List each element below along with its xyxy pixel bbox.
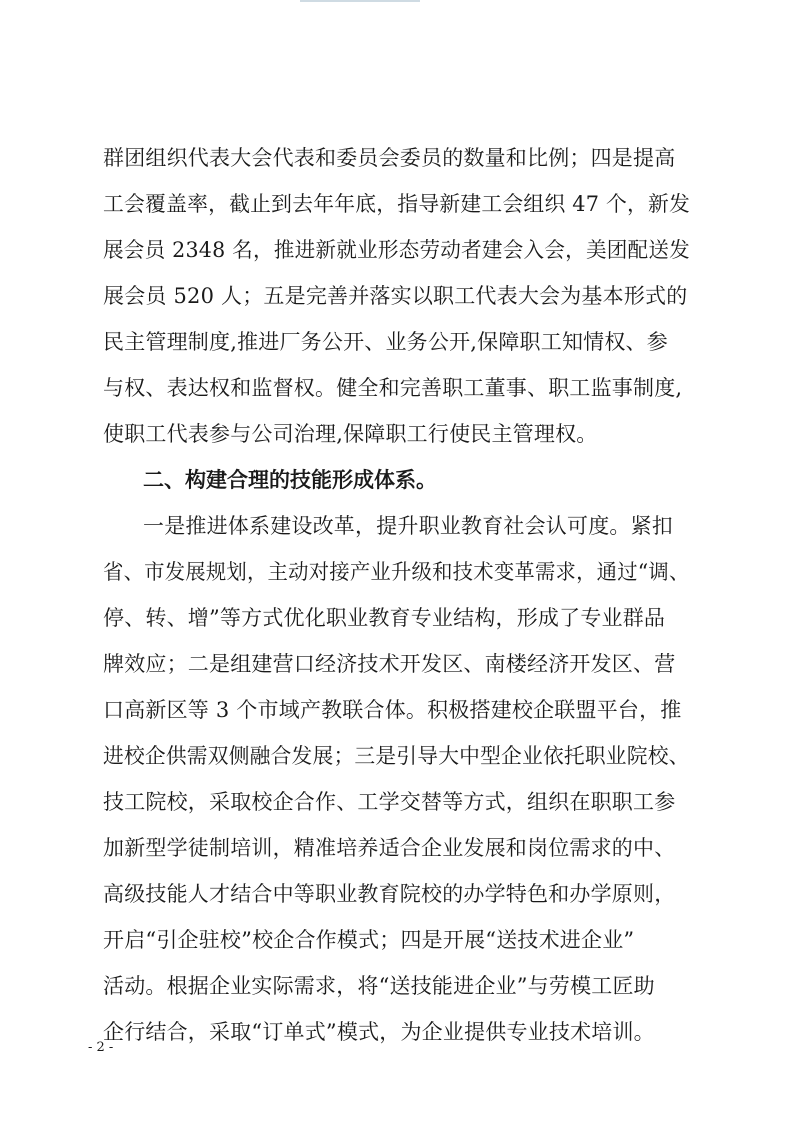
paragraph-1-line: 展会员 2348 名，推进新就业形态劳动者建会入会，美团配送发 bbox=[103, 238, 690, 262]
paragraph-2-line: 加新型学徒制培训，精准培养适合企业发展和岗位需求的中、 bbox=[103, 836, 676, 860]
scan-edge-mark bbox=[300, 0, 420, 2]
paragraph-1-line: 工会覆盖率，截止到去年年底，指导新建工会组织 47 个，新发 bbox=[103, 192, 691, 216]
paragraph-2-line: 进校企供需双侧融合发展；三是引导大中型企业依托职业院校、 bbox=[103, 744, 690, 768]
paragraph-2-line: 省、市发展规划，主动对接产业升级和技术变革需求，通过“调、 bbox=[103, 560, 690, 584]
paragraph-1-line: 民主管理制度,推进厂务公开、业务公开,保障职工知情权、参 bbox=[103, 330, 668, 354]
paragraph-2-line: 活动。根据企业实际需求，将“送技能进企业”与劳模工匠助 bbox=[103, 974, 655, 998]
paragraph-1-line: 展会员 520 人；五是完善并落实以职工代表大会为基本形式的 bbox=[103, 284, 688, 308]
paragraph-2-line: 企行结合，采取“订单式”模式，为企业提供专业技术培训。 bbox=[103, 1020, 655, 1044]
paragraph-2-line: 停、转、增”等方式优化职业教育专业结构，形成了专业群品 bbox=[103, 606, 666, 630]
paragraph-2-line: 开启“引企驻校”校企合作模式；四是开展“送技术进企业” bbox=[103, 928, 635, 952]
paragraph-2-line: 技工院校，采取校企合作、工学交替等方式，组织在职职工参 bbox=[103, 790, 676, 814]
paragraph-1-line: 使职工代表参与公司治理,保障职工行使民主管理权。 bbox=[103, 422, 598, 446]
paragraph-1-line: 与权、表达权和监督权。健全和完善职工董事、职工监事制度, bbox=[103, 376, 683, 400]
paragraph-2-line: 口高新区等 3 个市域产教联合体。积极搭建校企联盟平台，推 bbox=[103, 698, 682, 722]
paragraph-2-line: 牌效应；二是组建营口经济技术开发区、南楼经济开发区、营 bbox=[103, 652, 676, 676]
paragraph-2-line: 一是推进体系建设改革，提升职业教育社会认可度。紧扣 bbox=[143, 514, 673, 538]
paragraph-2-line: 高级技能人才结合中等职业教育院校的办学特色和办学原则， bbox=[103, 882, 676, 906]
section-heading: 二、构建合理的技能形成体系。 bbox=[143, 468, 437, 492]
page-number: - 2 - bbox=[88, 1040, 114, 1055]
paragraph-1-line: 群团组织代表大会代表和委员会委员的数量和比例；四是提高 bbox=[103, 146, 676, 170]
